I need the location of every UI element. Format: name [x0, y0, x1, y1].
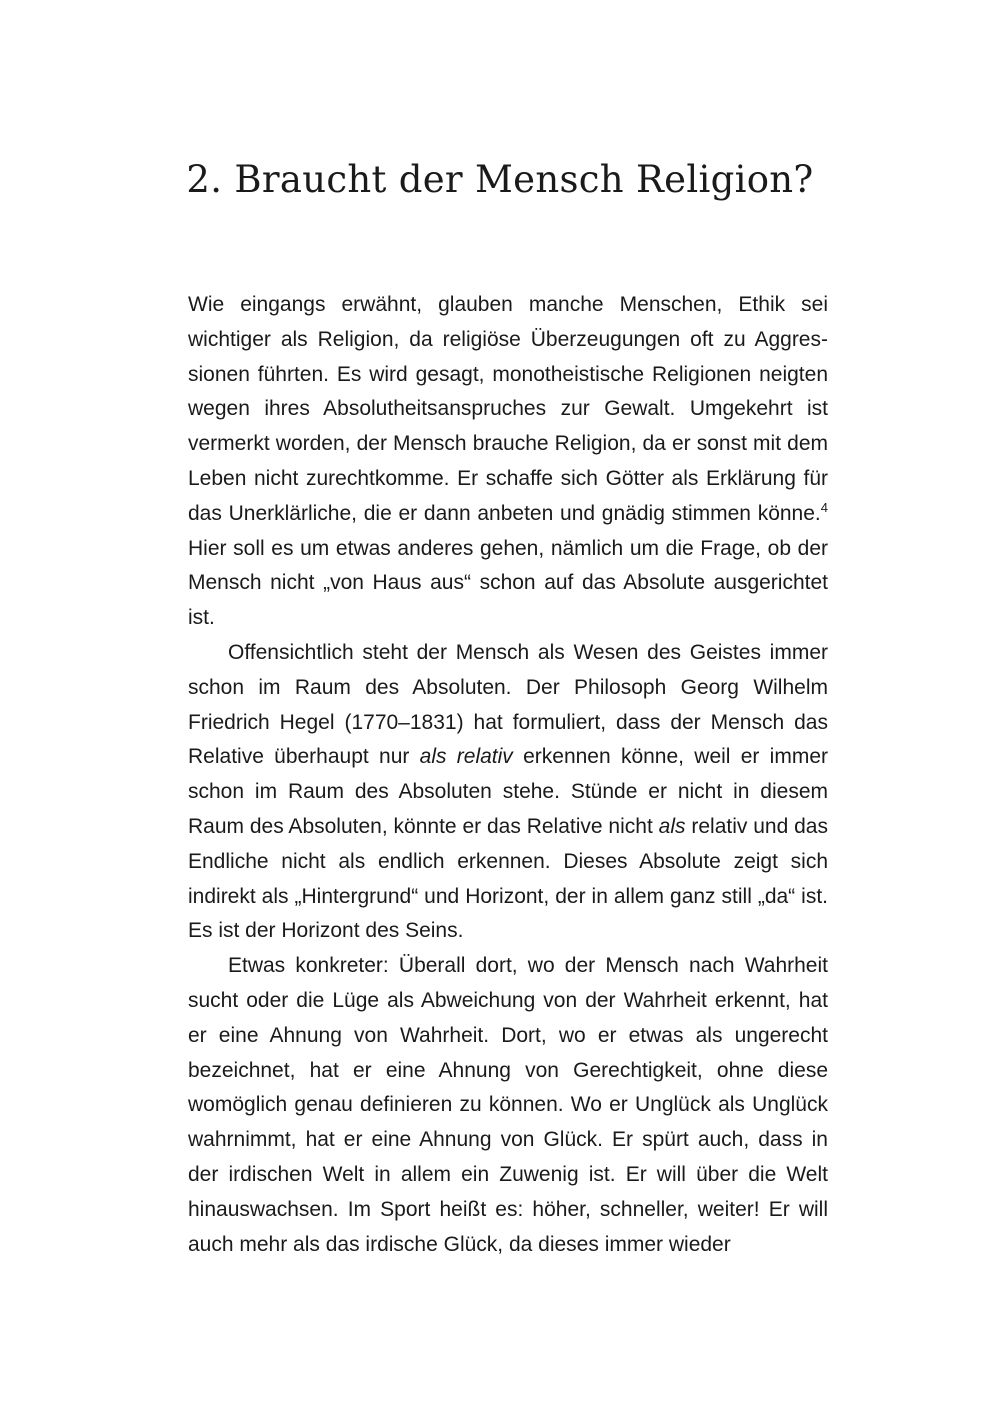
footnote-reference: 4 — [820, 499, 828, 515]
paragraph-2-text-a: Offensichtlich steht der Mensch als Wesen des Geistes immer schon im Raum des Absoluten. Der Philosoph Georg Wilhelm Friedrich Hegel (1770–1831) hat formuliert, dass der Mensch das Relative überhaupt nur — [188, 640, 828, 769]
paragraph-3 — [188, 949, 828, 1262]
paragraph-1-text-a: Wie eingangs erwähnt, glauben manche Menschen, Ethik sei wichtiger als Religion, da religiöse Überzeugungen oft zu Aggressionen führten. Es wird gesagt, monotheistische Religionen neigten wegen ihres Absolutheitsanspruches zur Gewalt. Umgekehrt ist vermerkt worden, der Mensch brauche Religion, da er sonst mit dem Leben nicht zurechtkomme. Er schaffe sich Götter als Erklärung für das Unerklärliche, die er dann anbeten und gnädig stimmen könne. — [188, 293, 828, 525]
paragraph-2-emphasis-1: als relativ — [419, 745, 513, 769]
paragraph-2 — [188, 636, 828, 949]
paragraph-2-emphasis-2: als — [658, 814, 686, 838]
chapter-title: 2. Braucht der Mensch Religion? — [186, 158, 814, 201]
body-text — [188, 288, 828, 1262]
paragraph-1-text-b: Hier soll es um etwas anderes gehen, nämlich um die Frage, ob der Mensch nicht „von Haus aus“ schon auf das Absolute ausgerichtet ist. — [188, 536, 828, 630]
paragraph-1 — [188, 288, 828, 636]
paragraph-2-text-b: erkennen könne, weil er immer schon im Raum des Absoluten stehe. Stünde er nicht in diesem Raum des Absoluten, könnte er das Relative nicht — [188, 745, 829, 838]
paragraph-2-text-c: relativ und das Endliche nicht als endlich erkennen. Dieses Absolute zeigt sich indirekt als „Hintergrund“ und Horizont, der in allem ganz still „da“ ist. Es ist der Horizont des Seins. — [188, 814, 828, 943]
paragraph-3-text: Etwas konkreter: Überall dort, wo der Mensch nach Wahrheit sucht oder die Lüge als Abweichung von der Wahrheit erkennt, hat er eine Ahnung von Wahrheit. Dort, wo er etwas als ungerecht bezeichnet, hat er eine Ahnung von Gerechtigkeit, ohne diese womöglich genau definieren zu können. Wo er Unglück als Unglück wahrnimmt, hat er eine Ahnung von Glück. Er spürt auch, dass in der irdischen Welt in allem ein Zuwenig ist. Er will über die Welt hinauswachsen. Im Sport heißt es: höher, schneller, weiter! Er will auch mehr als das irdische Glück, da dieses immer wieder — [188, 954, 828, 1256]
